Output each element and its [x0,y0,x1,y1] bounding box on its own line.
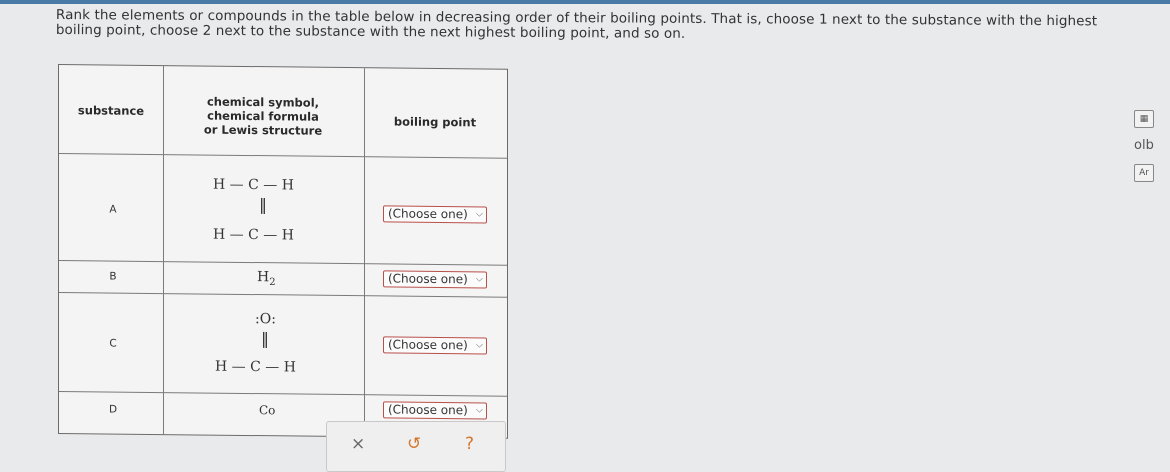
clear-button[interactable]: × [351,434,366,454]
question-instructions: Rank the elements or compounds in the table below in decreasing order of their boiling points. That is, choose 1 next to the substance with the highest boiling point, choose 2 next to the substance with the next highest boiling point, and so on. [55,7,1098,42]
header-formula [177,94,349,138]
help-button[interactable]: ? [465,434,475,454]
ranking-table [58,64,508,439]
header-substance: substance [77,103,145,118]
lewis-structure-c-bottom: H — C — H [215,358,296,376]
chevron-down-icon: ⌵ [475,405,483,416]
rank-select-a[interactable] [383,205,487,223]
rank-select-c[interactable] [383,336,487,354]
rank-select-b[interactable] [383,270,487,288]
row-divider [59,391,507,397]
formula-d: Co [259,403,276,418]
header-boiling-point: boiling point [393,114,477,130]
row-divider [59,153,507,159]
formula-b-symbol: H [257,269,270,286]
lewis-structure-c-top: :O: [255,311,276,328]
rank-select-c-value: (Choose one) [388,337,468,353]
chevron-down-icon: ⌵ [475,209,483,220]
rank-select-d-value: (Choose one) [388,402,468,418]
lewis-structure-a-top: H — C — H [213,176,294,194]
double-bond-icon: ‖ [261,329,269,349]
row-letter-c: C [109,337,117,350]
header-formula-line1: chemical symbol, [206,94,320,110]
column-divider [364,68,365,436]
bar-chart-icon[interactable]: olb [1134,138,1154,153]
undo-button[interactable]: ↺ [407,434,422,454]
periodic-table-icon[interactable]: Ar [1134,164,1154,182]
rank-select-a-value: (Choose one) [388,206,468,222]
row-divider [59,260,507,266]
row-divider [59,292,507,298]
side-tool-icons [1132,110,1156,192]
lewis-structure-a-bottom: H — C — H [213,226,294,244]
chevron-down-icon: ⌵ [475,274,483,285]
row-letter-d: D [108,403,118,416]
formula-b [257,269,276,288]
row-letter-b: B [109,270,117,283]
rank-select-d[interactable] [383,401,487,419]
header-formula-line3: or Lewis structure [203,122,323,138]
calculator-icon[interactable]: ▦ [1134,110,1154,128]
double-bond-icon: ‖ [259,195,267,215]
header-formula-line2: chemical formula [207,108,319,124]
column-divider [163,66,164,434]
formula-b-subscript: 2 [269,277,276,289]
row-letter-a: A [109,203,117,216]
chevron-down-icon: ⌵ [475,340,483,351]
top-accent-bar [0,0,1170,4]
answer-toolbar [326,421,506,472]
rank-select-b-value: (Choose one) [388,271,468,287]
